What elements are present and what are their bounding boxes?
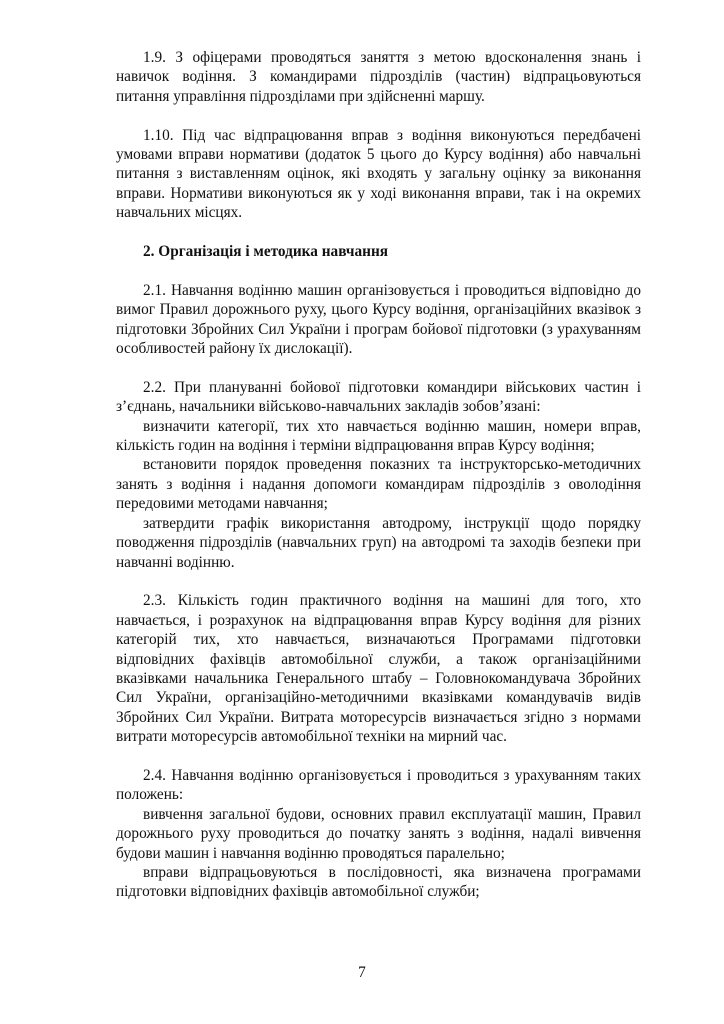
section-2-heading: 2. Організація і методика навчання bbox=[143, 243, 389, 261]
paragraph-2-2-item-b: встановити порядок проведення показних та інструкторсько-методичних занять з водіння і надання допомоги командирам підрозділів з оволодіння передовими методами навчання; bbox=[116, 456, 641, 513]
document-page bbox=[116, 48, 641, 902]
paragraph-2-4: 2.4. Навчання водінню організовується і проводиться з урахуванням таких положень: bbox=[116, 766, 641, 804]
paragraph-2-4-item-b: вправи відпрацьовуються в послідовності, яка визначена програмами підготовки відповідних фахівців автомобільної служби; bbox=[116, 863, 641, 901]
paragraph-2-2-item-a: визначити категорії, тих хто навчається водінню машин, номери вправ, кількість годин на водіння і терміни відпрацювання вправ Курсу водіння; bbox=[116, 417, 641, 455]
paragraph-1-10: 1.10. Під час відпрацювання вправ з водіння виконуються передбачені умовами вправи нормативи (додаток 5 цього до Курсу водіння) або навчальні питання з виставленням оцінок, які входять у загальну оцінку за виконання вправи. Нормативи виконуються як у ході виконання вправи, так і на окремих навчальних місцях. bbox=[116, 126, 641, 222]
page-number: 7 bbox=[358, 964, 366, 981]
paragraph-2-2: 2.2. При плануванні бойової підготовки командири військових частин і з’єднань, начальники військово-навчальних закладів зобов’язані: bbox=[116, 378, 641, 416]
paragraph-1-9: 1.9. З офіцерами проводяться заняття з метою вдосконалення знань і навичок водіння. З командирами підрозділів (частин) відпрацьовуються питання управління підрозділами при здійсненні маршу. bbox=[116, 49, 641, 105]
paragraph-2-3: 2.3. Кількість годин практичного водіння на машині для того, хто навчається, і розрахунок на відпрацювання вправ Курсу водіння для різних категорій тих, хто навчається, визначаються Програмами підготовки відповідних фахівців автомобільної служби, а також організаційними вказівками начальника Генерального штабу – Головнокомандувача Збройних Сил України, організаційно-методичними вказівками командувачів видів Збройних Сил України. Витрата моторесурсів визначається згідно з нормами витрати моторесурсів автомобільної техніки на мирний час. bbox=[116, 592, 641, 746]
paragraph-2-1: 2.1. Навчання водінню машин організовується і проводиться відповідно до вимог Правил дорожнього руху, цього Курсу водіння, організаційних вказівок з підготовки Збройних Сил України і програм бойової підготовки (з урахуванням особливостей району їх дислокації). bbox=[116, 281, 641, 358]
paragraph-2-4-item-a: вивчення загальної будови, основних правил експлуатації машин, Правил дорожнього руху проводиться до початку занять з водіння, надалі вивчення будови машин і навчання водінню проводяться паралельно; bbox=[116, 805, 641, 862]
paragraph-2-2-item-c: затвердити графік використання автодрому, інструкції щодо порядку поводження підрозділів (навчальних груп) на автодромі та заходів безпеки при навчанні водінню. bbox=[116, 514, 641, 571]
